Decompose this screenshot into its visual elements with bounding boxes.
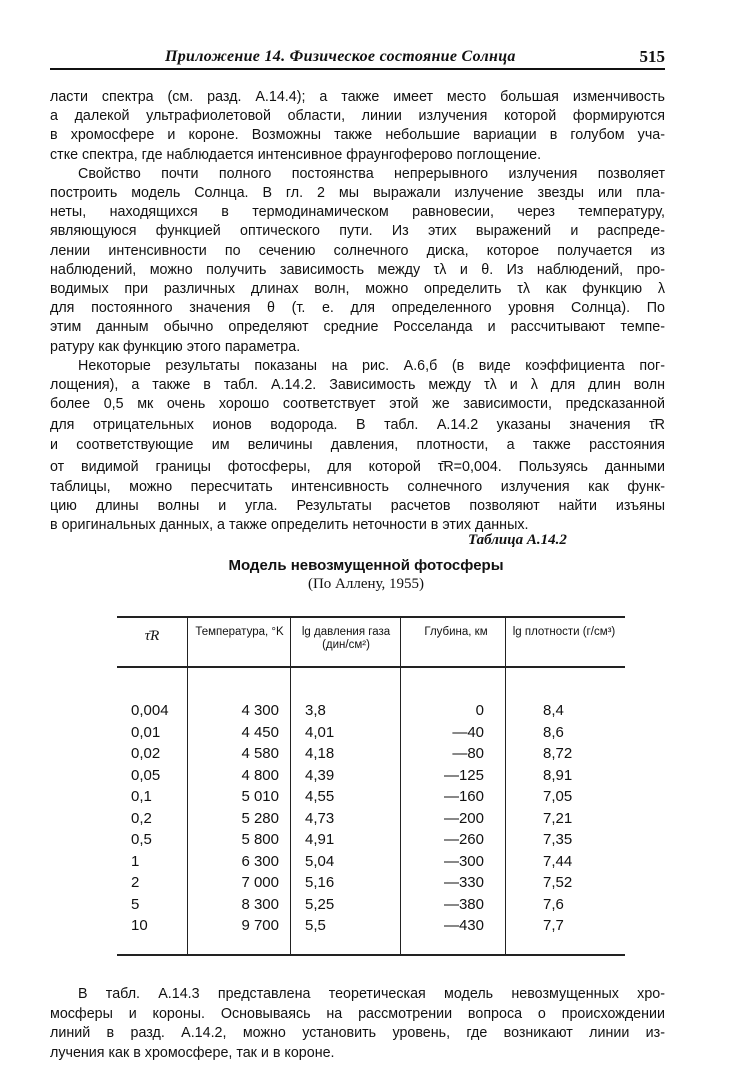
body-text	[50, 88, 665, 535]
density-cell: 7,05	[543, 788, 573, 805]
tau-cell: 10	[131, 917, 148, 934]
depth-cell: —125	[443, 766, 484, 784]
text-line: этим данным обычно определяют средние Росселанда и рассчитывают темпе-	[50, 319, 665, 336]
text-line: мосферы и короны. Основываясь на рассмотрении вопроса о происхождении	[50, 1005, 665, 1022]
pressure-cell: 4,73	[305, 809, 335, 827]
tau-cell: 0,05	[131, 766, 161, 784]
density-cell: 7,35	[543, 831, 573, 848]
table-title: Модель невозмущенной фотосферы	[228, 557, 504, 574]
temperature-cell: 6 300	[241, 852, 279, 870]
depth-cell: —200	[443, 809, 484, 827]
text-line: стке спектра, где наблюдается интенсивное фраунгоферово поглощение.	[50, 146, 542, 163]
tau-cell: 0,01	[131, 723, 161, 741]
page-number: 515	[639, 47, 665, 66]
temperature-cell: 9 700	[241, 917, 279, 934]
column-header-density: lg плотности (г/см³)	[512, 626, 616, 638]
column-divider	[400, 618, 401, 954]
pressure-cell: 4,01	[305, 723, 335, 741]
table-caption: Таблица А.14.2	[468, 532, 567, 548]
density-cell: 8,6	[543, 723, 564, 741]
column-header-pressure: lg давления газа (дин/см²)	[301, 626, 391, 651]
text-line: таблицы, можно пересчитать интенсивность солнечного излучения как функ-	[50, 478, 665, 495]
header-divider	[117, 666, 625, 668]
text-line: в хромосфере и короне. Возможны также небольшие вариации в голубом уча-	[50, 127, 665, 144]
depth-cell: —330	[443, 874, 484, 891]
text-line: построить модель Солнца. В гл. 2 мы выражали излучение звезды или пла-	[50, 185, 665, 202]
temperature-cell: 4 580	[241, 745, 279, 762]
text-line: лощения), а также в табл. А.14.2. Зависимость между τλ и λ для длин волн	[50, 377, 665, 394]
density-cell: 8,4	[543, 702, 564, 719]
density-cell: 7,44	[543, 852, 573, 870]
pressure-cell: 3,8	[305, 702, 326, 719]
depth-cell: —380	[443, 895, 484, 913]
pressure-cell: 5,04	[305, 852, 335, 870]
depth-cell: —430	[443, 917, 484, 934]
density-cell: 8,91	[543, 766, 573, 784]
column-header-depth: Глубина, км	[424, 626, 488, 638]
pressure-cell: 4,55	[305, 788, 335, 805]
column-divider	[505, 618, 506, 954]
photosphere-model-table	[117, 616, 625, 956]
text-line: неты, находящихся в термодинамическом равновесии, через температуру,	[50, 204, 665, 221]
density-cell: 7,52	[543, 874, 573, 891]
temperature-cell: 5 010	[241, 788, 279, 805]
text-line: ратуру как функцию этого параметра.	[50, 338, 301, 355]
temperature-cell: 4 300	[241, 702, 279, 719]
text-line: наблюдений, можно получить зависимость между τλ и θ. Из наблюдений, про-	[50, 261, 665, 278]
text-line: Некоторые результаты показаны на рис. А.6,б (в виде коэффициента пог-	[78, 357, 665, 374]
footer-paragraph	[50, 985, 665, 1063]
text-line: являющуюся функцией оптического пути. Из этих выражений и распреде-	[50, 223, 665, 240]
temperature-cell: 8 300	[241, 895, 279, 913]
depth-cell: —300	[443, 852, 484, 870]
text-line: лучения как в хромосфере, так и в короне.	[50, 1044, 335, 1061]
tau-cell: 0,004	[131, 702, 169, 719]
tau-cell: 5	[131, 895, 140, 913]
text-line: а далекой ультрафиолетовой области, линии излучения которой формируются	[50, 108, 665, 125]
text-line: от видимой границы фотосферы, для которой τ̄R=0,004. Пользуясь данными	[50, 458, 665, 475]
pressure-cell: 4,39	[305, 766, 335, 784]
pressure-cell: 4,91	[305, 831, 335, 848]
temperature-cell: 4 800	[241, 766, 279, 784]
running-header-title: Приложение 14. Физическое состояние Солнца	[165, 48, 516, 65]
text-line: ласти спектра (см. разд. А.14.4); а также имеет место большая изменчивость	[50, 89, 665, 105]
column-header-tau: τ̄R	[144, 628, 160, 644]
text-line: более 0,5 мк очень хорошо соответствует этой же зависимости, предсказанной	[50, 396, 665, 413]
tau-cell: 0,2	[131, 809, 152, 827]
text-line: Свойство почти полного постоянства непрерывного излучения позволяет	[78, 165, 665, 182]
running-header	[50, 46, 665, 70]
text-line: цию длины волны и угла. Результаты расчетов позволяют найти изъяны	[50, 497, 665, 514]
density-cell: 7,21	[543, 809, 573, 827]
depth-cell: —40	[452, 723, 484, 741]
text-line: и соответствующие им величины давления, плотности, а также расстояния	[50, 437, 665, 454]
density-cell: 7,6	[543, 895, 564, 913]
tau-cell: 2	[131, 874, 140, 891]
column-divider	[290, 618, 291, 954]
text-line: для постоянного значения θ (т. е. для определенного уровня Солнца). По	[50, 300, 665, 317]
depth-cell: —80	[452, 745, 484, 762]
tau-cell: 0,5	[131, 831, 152, 848]
table-subtitle: (По Аллену, 1955)	[307, 576, 425, 592]
density-cell: 7,7	[543, 917, 564, 934]
density-cell: 8,72	[543, 745, 573, 762]
depth-cell: —260	[443, 831, 484, 848]
depth-cell: 0	[475, 702, 484, 719]
text-line: для отрицательных ионов водорода. В табл. А.14.2 указаны значения τ̄R	[50, 417, 665, 434]
tau-cell: 1	[131, 852, 140, 870]
text-line: линий в разд. А.14.2, можно установить уровень, где возникают линии из-	[50, 1025, 665, 1041]
tau-cell: 0,1	[131, 788, 152, 805]
text-line: В табл. А.14.3 представлена теоретическая модель невозмущенных хро-	[78, 986, 665, 1002]
text-line: водимых при различных длинах волн, можно определить τλ как функцию λ	[50, 281, 665, 298]
column-header-temperature: Температура, °K	[195, 626, 284, 638]
temperature-cell: 7 000	[241, 874, 279, 891]
pressure-cell: 4,18	[305, 745, 335, 762]
tau-cell: 0,02	[131, 745, 161, 762]
temperature-cell: 4 450	[241, 723, 279, 741]
pressure-cell: 5,16	[305, 874, 335, 891]
text-line: в оригинальных данных, а также определить неточности в этих данных.	[50, 517, 529, 534]
text-line: лении интенсивности по сечению солнечного диска, которое получается из	[50, 242, 665, 259]
temperature-cell: 5 280	[241, 809, 279, 827]
pressure-cell: 5,25	[305, 895, 335, 913]
depth-cell: —160	[443, 788, 484, 805]
temperature-cell: 5 800	[241, 831, 279, 848]
pressure-cell: 5,5	[305, 917, 326, 934]
